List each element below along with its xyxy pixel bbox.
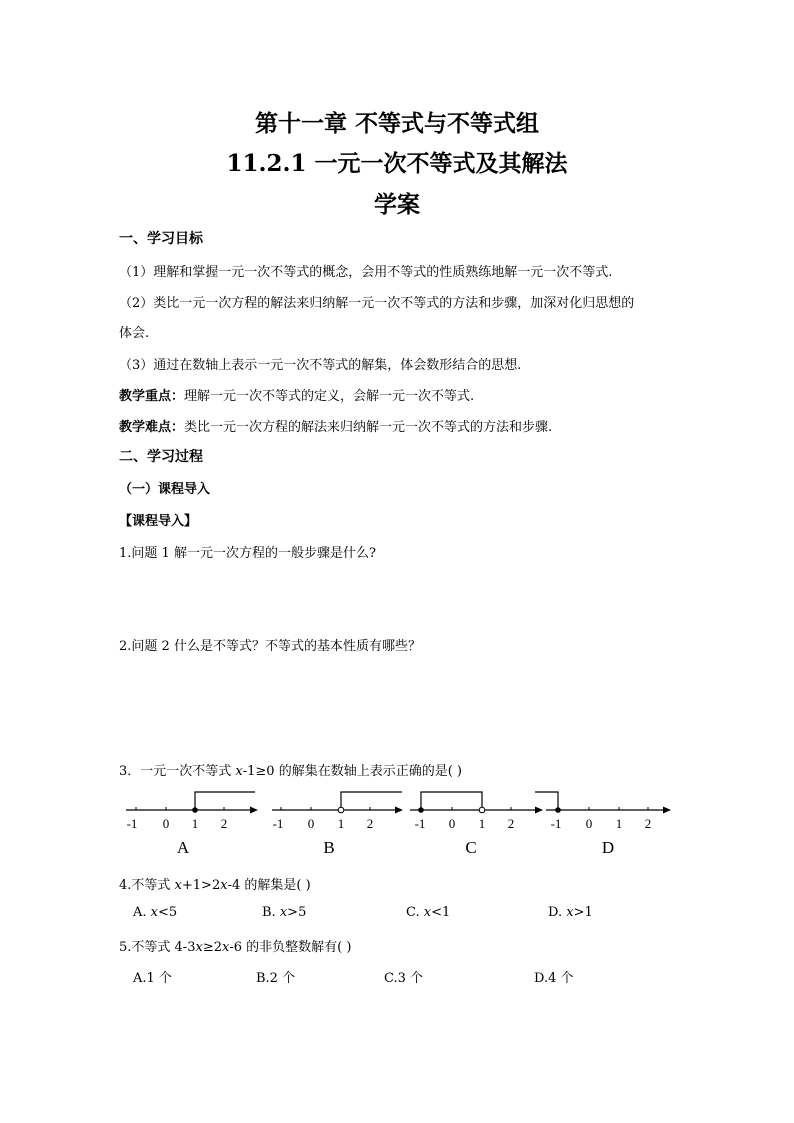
intro-bracket-heading: 【课程导入】: [119, 514, 198, 529]
choice-var: x: [150, 905, 158, 920]
q5-choice-b: B.2 个: [256, 971, 296, 986]
choice-rel: <5: [158, 905, 178, 920]
key-point-label: 教学重点：: [119, 389, 185, 404]
tick-label: 2: [644, 816, 652, 831]
chapter-title: 第十一章 不等式与不等式组: [254, 110, 539, 137]
question-2: 2.问题 2 什么是不等式？不等式的基本性质有哪些？: [119, 639, 421, 654]
choice-letter: B.: [262, 905, 280, 920]
objectives-heading: 一、学习目标: [119, 231, 203, 247]
choice-rel: >5: [287, 905, 307, 920]
difficulty-text: 类比一元一次方程的解法来归纳解一元一次不等式的方法和步骤.: [184, 420, 553, 435]
choice-rel: <1: [431, 905, 451, 920]
intro-subheading: （一）课程导入: [119, 482, 211, 497]
q4-choice-b: [262, 905, 306, 920]
tick-label: -1: [126, 816, 138, 831]
q5-stem-b: ≥2: [202, 940, 222, 955]
objective-2: （2）类比一元一次方程的解法来归纳解一元一次不等式的方法和步骤，加深对化归思想的: [119, 296, 635, 311]
number-line-b: [272, 792, 403, 857]
tick-label: 2: [220, 816, 228, 831]
q5-stem-a: 5.不等式 4-3: [119, 940, 196, 955]
option-label-c: C: [465, 838, 477, 857]
q4-choice-d: [548, 905, 593, 920]
question-4: [119, 874, 311, 893]
tick-label: 2: [507, 816, 515, 831]
tick-label: -1: [272, 816, 284, 831]
q3-prefix: 3．一元一次不等式: [119, 764, 236, 779]
q4-var-2: x: [220, 878, 228, 893]
choice-var: x: [566, 905, 574, 920]
q3-var: x: [235, 764, 243, 779]
question-1: 1.问题 1 解一元一次方程的一般步骤是什么?: [119, 546, 376, 561]
choice-rel: >1: [573, 905, 593, 920]
option-label-d: D: [601, 838, 615, 857]
q4-stem-b: +1>2: [181, 878, 221, 893]
tick-label: 0: [162, 816, 170, 831]
choice-var: x: [423, 905, 432, 920]
process-heading: 二、学习过程: [119, 449, 203, 465]
choice-var: x: [279, 905, 288, 920]
q4-var-1: x: [174, 878, 182, 893]
question-3: [119, 760, 462, 779]
option-label-b: B: [323, 838, 335, 857]
q5-var-2: x: [222, 940, 230, 955]
question-5: [119, 936, 351, 955]
q4-choice-c: [406, 905, 450, 920]
tick-label: 1: [615, 816, 623, 831]
section-title: 11.2.1 一元一次不等式及其解法: [226, 150, 568, 177]
tick-label: 1: [337, 816, 345, 831]
q5-stem-c: -6 的非负整数解有( ): [229, 940, 352, 955]
doc-type-title: 学案: [374, 191, 420, 218]
number-line-options: [118, 785, 678, 860]
q3-suffix: -1≥0 的解集在数轴上表示正确的是( ): [242, 764, 462, 779]
tick-label: 1: [478, 816, 486, 831]
q5-choice-c: C.3 个: [384, 971, 424, 986]
tick-label: -1: [550, 816, 562, 831]
tick-label: 0: [585, 816, 593, 831]
choice-letter: C.: [406, 905, 424, 920]
tick-label: 0: [307, 816, 315, 831]
q4-choice-a: [133, 905, 177, 920]
q5-choice-a: A.1 个: [133, 971, 172, 986]
number-line-c: [410, 792, 543, 857]
objective-2-cont: 体会.: [119, 326, 150, 341]
q5-choice-d: D.4 个: [534, 971, 574, 986]
tick-label: -1: [414, 816, 426, 831]
tick-label: 2: [366, 816, 374, 831]
q4-stem-a: 4.不等式: [119, 878, 175, 893]
number-line-d: [535, 792, 671, 857]
difficulty-label: 教学难点：: [119, 420, 185, 435]
key-point-text: 理解一元一次不等式的定义，会解一元一次不等式.: [184, 389, 475, 404]
q4-stem-c: -4 的解集是( ): [227, 878, 311, 893]
option-label-a: A: [176, 838, 190, 857]
objective-3: （3）通过在数轴上表示一元一次不等式的解集，体会数形结合的思想.: [119, 358, 522, 373]
choice-letter: D.: [548, 905, 567, 920]
tick-label: 0: [448, 816, 456, 831]
objective-1: （1）理解和掌握一元一次不等式的概念，会用不等式的性质熟练地解一元一次不等式.: [119, 265, 613, 280]
choice-letter: A.: [133, 905, 151, 920]
key-point: [119, 385, 474, 404]
tick-label: 1: [191, 816, 199, 831]
difficulty-point: [119, 416, 552, 435]
number-line-a: [126, 792, 258, 857]
q5-var-1: x: [195, 940, 203, 955]
